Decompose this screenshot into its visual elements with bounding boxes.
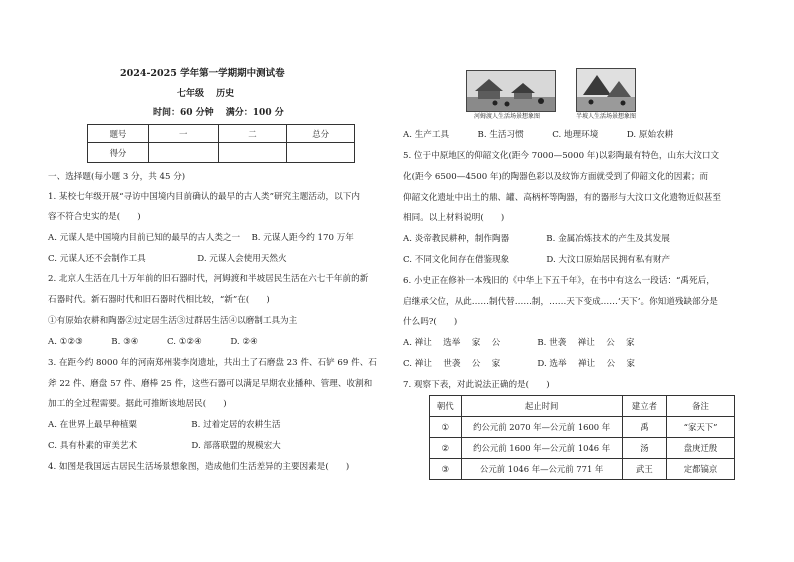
hemudu-scene-image [466,70,556,112]
option-line: A. ①②③ B. ③④ C. ①②④ D. ②④ [48,337,258,347]
image-caption: 河姆渡人生活场景想象图 [474,113,541,120]
question-line: 斧 22 件、磨盘 57 件、磨棒 25 件，这些石器可以满足早期农业播种、管理、收割和 [48,379,373,389]
banpo-scene-image [576,68,636,112]
table-row [430,459,735,480]
option-line: A. 炎帝教民耕种，制作陶器 B. 金属冶炼技术的产生及其发展 [403,234,670,244]
score-table [87,124,355,163]
option-line: C. 具有朴素的审美艺术 D. 部落联盟的规模宏大 [48,441,281,451]
dynasty-cell: 约公元前 1600 年—公元前 1046 年 [461,438,622,459]
question-line: 化(距今 6500—4500 年)的陶器色彩以及纹饰方面就受到了仰韶文化的因素；而 [403,172,709,182]
question-line: 容不符合史实的是( ) [48,212,141,222]
question-line: 5. 位于中原地区的仰韶文化(距今 7000—5000 年)以彩陶最有特色，山东大汶口文 [403,151,720,161]
dynasty-cell: 约公元前 2070 年—公元前 1600 年 [461,417,622,438]
score-row-label: 得分 [88,143,149,163]
question-line: 7. 观察下表，对此说法正确的是( ) [403,380,550,390]
dynasty-head-cell: 朝代 [430,396,462,417]
option-line: C. 元谋人还不会制作工具 D. 元谋人会使用天然火 [48,254,287,264]
question-line: 启继承父位，从此……制代替……制，……天下变成……‘天下’。你知道残缺部分是 [403,297,718,307]
score-head-cell: 二 [218,125,287,143]
score-cell [148,143,218,163]
question-line: ①有原始农耕和陶器②过定居生活③过群居生活④以磨制工具为主 [48,316,298,326]
option-line: A. 元谋人是中国境内目前已知的最早的古人类之一 B. 元谋人距今约 170 万年 [48,233,354,243]
question-line: 石器时代。新石器时代和旧石器时代相比较，“新”在( ) [48,295,270,305]
dynasty-cell: 汤 [622,438,666,459]
question-line: 1. 某校七年级开展“寻访中国境内目前确认的最早的古人类”研究主题活动，以下内 [48,192,360,202]
dynasty-cell: 盘庚迁殷 [667,438,735,459]
score-cell [287,143,355,163]
question-line: 仰韶文化遗址中出土的鼎、罐、高柄杯等陶器，有的器形与大汶口文化遗物近似甚至 [403,193,721,203]
score-head-cell: 题号 [88,125,149,143]
image-caption: 半坡人生活场景想象图 [576,113,637,120]
dynasty-table [429,395,735,480]
dynasty-cell: ① [430,417,462,438]
question-line: 加工的全过程需要。据此可推断该地居民( ) [48,399,227,409]
dynasty-cell: 武王 [622,459,666,480]
dynasty-cell: ② [430,438,462,459]
dynasty-cell: 禹 [622,417,666,438]
question-line: 2. 北京人生活在几十万年前的旧石器时代，河姆渡和半坡居民生活在六七千年前的新 [48,274,369,284]
grade-subject: 七年级 历史 [177,89,235,99]
option-line: A. 禅让 选举 家 公 B. 世袭 禅让 公 家 [403,338,635,348]
section-heading: 一、选择题(每小题 3 分，共 45 分) [48,172,186,182]
dynasty-cell: 定都镐京 [667,459,735,480]
table-row [430,438,735,459]
option-line: A. 生产工具 B. 生活习惯 C. 地理环境 D. 原始农耕 [403,130,674,140]
dynasty-head-cell: 建立者 [622,396,666,417]
dynasty-head-cell: 起止时间 [461,396,622,417]
score-head-cell: 总分 [287,125,355,143]
question-line: 什么吗?( ) [403,317,458,327]
time-score: 时间：60 分钟 满分：100 分 [153,108,284,118]
dynasty-cell: 公元前 1046 年—公元前 771 年 [461,459,622,480]
score-head-cell: 一 [148,125,218,143]
dynasty-cell: ③ [430,459,462,480]
question-line: 6. 小史正在修补一本残旧的《中华上下五千年》，在书中有这么一段话：“禹死后， [403,276,715,286]
question-line: 3. 在距今约 8000 年的河南郑州裴李岗遗址，共出土了石磨盘 23 件、石铲 69 件、石 [48,358,377,368]
option-line: C. 不同文化间存在借鉴现象 D. 大汶口原始居民拥有私有财产 [403,255,671,265]
table-row [430,417,735,438]
option-line: C. 禅让 世袭 公 家 D. 选举 禅让 公 家 [403,359,635,369]
dynasty-cell: “家天下” [667,417,735,438]
exam-title: 2024-2025 学年第一学期期中测试卷 [120,68,285,79]
option-line: A. 在世界上最早种植粟 B. 过着定居的农耕生活 [48,420,281,430]
question-line: 相同。以上材料说明( ) [403,213,505,223]
score-cell [218,143,287,163]
question-line: 4. 如图是我国远古居民生活场景想象图，造成他们生活差异的主要因素是( ) [48,462,350,472]
dynasty-head-cell: 备注 [667,396,735,417]
